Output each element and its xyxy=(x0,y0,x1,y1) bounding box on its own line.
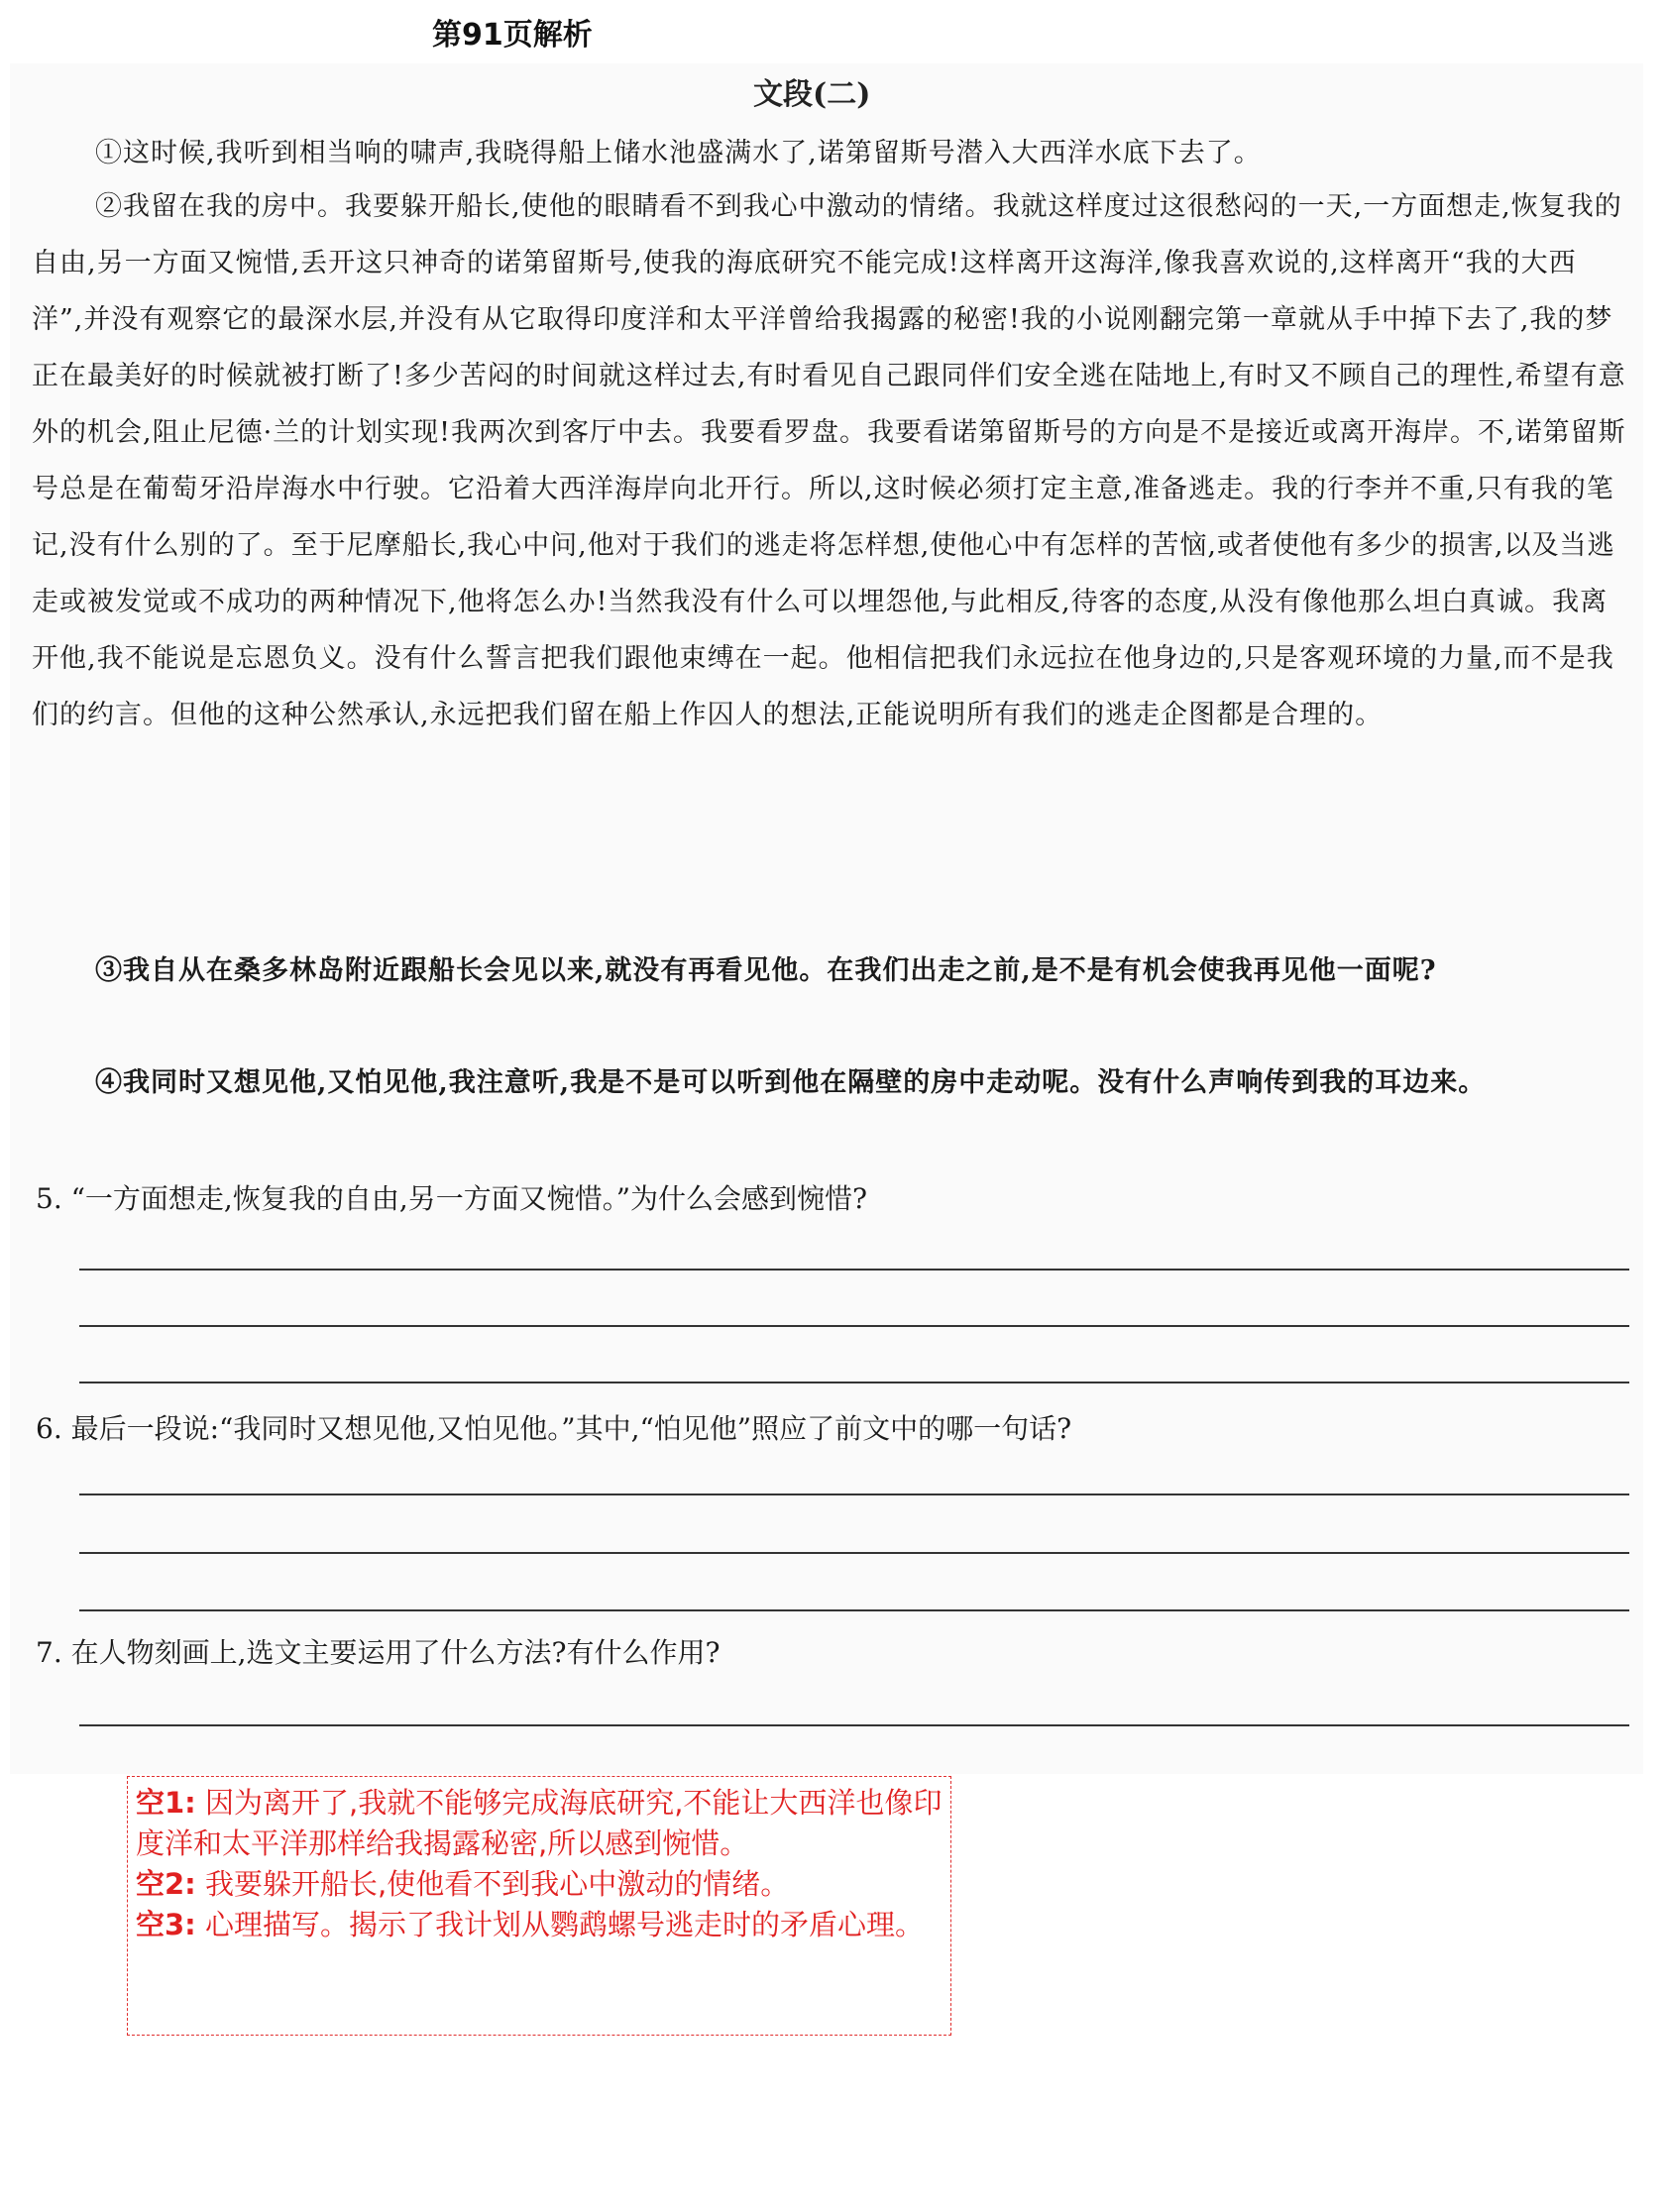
answer-2 xyxy=(136,1864,943,1905)
paragraph-1: ①这时候,我听到相当响的啸声,我晓得船上储水池盛满水了,诺第留斯号潜入大西洋水底下去了。 xyxy=(95,138,1262,168)
question-5: 5. “一方面想走,恢复我的自由,另一方面又惋惜。”为什么会感到惋惜? xyxy=(36,1182,868,1215)
answer-1 xyxy=(136,1783,943,1864)
answer-line[interactable] xyxy=(79,1552,1629,1554)
answer-2-label: 空2: xyxy=(136,1867,196,1901)
section-title: 文段(二) xyxy=(753,77,871,112)
answer-line[interactable] xyxy=(79,1325,1629,1327)
paragraph-4: ④我同时又想见他,又怕见他,我注意听,我是不是可以听到他在隔壁的房中走动呢。没有什么声响传到我的耳边来。 xyxy=(95,1067,1487,1098)
answer-3-label: 空3: xyxy=(136,1908,196,1941)
answer-line[interactable] xyxy=(79,1724,1629,1726)
question-6: 6. 最后一段说:“我同时又想见他,又怕见他。”其中,“怕见他”照应了前文中的哪一句话? xyxy=(36,1412,1072,1445)
answer-1-text: 因为离开了,我就不能够完成海底研究,不能让大西洋也像印度洋和太平洋那样给我揭露秘密,所以感到惋惜。 xyxy=(136,1786,943,1860)
answer-1-label: 空1: xyxy=(136,1786,196,1820)
paragraph-2: ②我留在我的房中。我要躲开船长,使他的眼睛看不到我心中激动的情绪。我就这样度过这很愁闷的一天,一方面想走,恢复我的自由,另一方面又惋惜,丢开这只神奇的诺第留斯号,使我的海底研究不能完成!这样离开这海洋,像我喜欢说的,这样离开“我的大西洋”,并没有观察它的最深水层,并没有从它取得印度洋和太平洋曾给我揭露的秘密!我的小说刚翻完第一章就从手中掉下去了,我的梦正在最美好的时候就被打断了!多少苦闷的时间就这样过去,有时看见自己跟同伴们安全逃在陆地上,有时又不顾自己的理性,希望有意外的机会,阻止尼德·兰的计划实现!我两次到客厅中去。我要看罗盘。我要看诺第留斯号的方向是不是接近或离开海岸。不,诺第留斯号总是在葡萄牙沿岸海水中行驶。它沿着大西洋海岸向北开行。所以,这时候必须打定主意,准备逃走。我的行李并不重,只有我的笔记,没有什么别的了。至于尼摩船长,我心中问,他对于我们的逃走将怎样想,使他心中有怎样的苦恼,或者使他有多少的损害,以及当逃走或被发觉或不成功的两种情况下,他将怎么办!当然我没有什么可以埋怨他,与此相反,待客的态度,从没有像他那么坦白真诚。我离开他,我不能说是忘恩负义。没有什么誓言把我们跟他束缚在一起。他相信把我们永远拉在他身边的,只是客观环境的力量,而不是我们的约言。但他的这种公然承认,永远把我们留在船上作囚人的想法,正能说明所有我们的逃走企图都是合理的。 xyxy=(32,191,1626,730)
answer-line[interactable] xyxy=(79,1609,1629,1611)
answer-line[interactable] xyxy=(79,1493,1629,1495)
answer-2-text: 我要躲开船长,使他看不到我心中激动的情绪。 xyxy=(205,1867,790,1901)
answer-3 xyxy=(136,1905,943,1945)
question-7: 7. 在人物刻画上,选文主要运用了什么方法?有什么作用? xyxy=(36,1636,721,1669)
page-header: 第91页解析 xyxy=(432,18,593,53)
answer-line[interactable] xyxy=(79,1269,1629,1271)
answer-key-box xyxy=(127,1776,951,2036)
answer-line[interactable] xyxy=(79,1382,1629,1383)
answer-3-text: 心理描写。揭示了我计划从鹦鹉螺号逃走时的矛盾心理。 xyxy=(205,1908,925,1941)
paragraph-3: ③我自从在桑多林岛附近跟船长会见以来,就没有再看见他。在我们出走之前,是不是有机会使我再见他一面呢? xyxy=(95,955,1437,986)
